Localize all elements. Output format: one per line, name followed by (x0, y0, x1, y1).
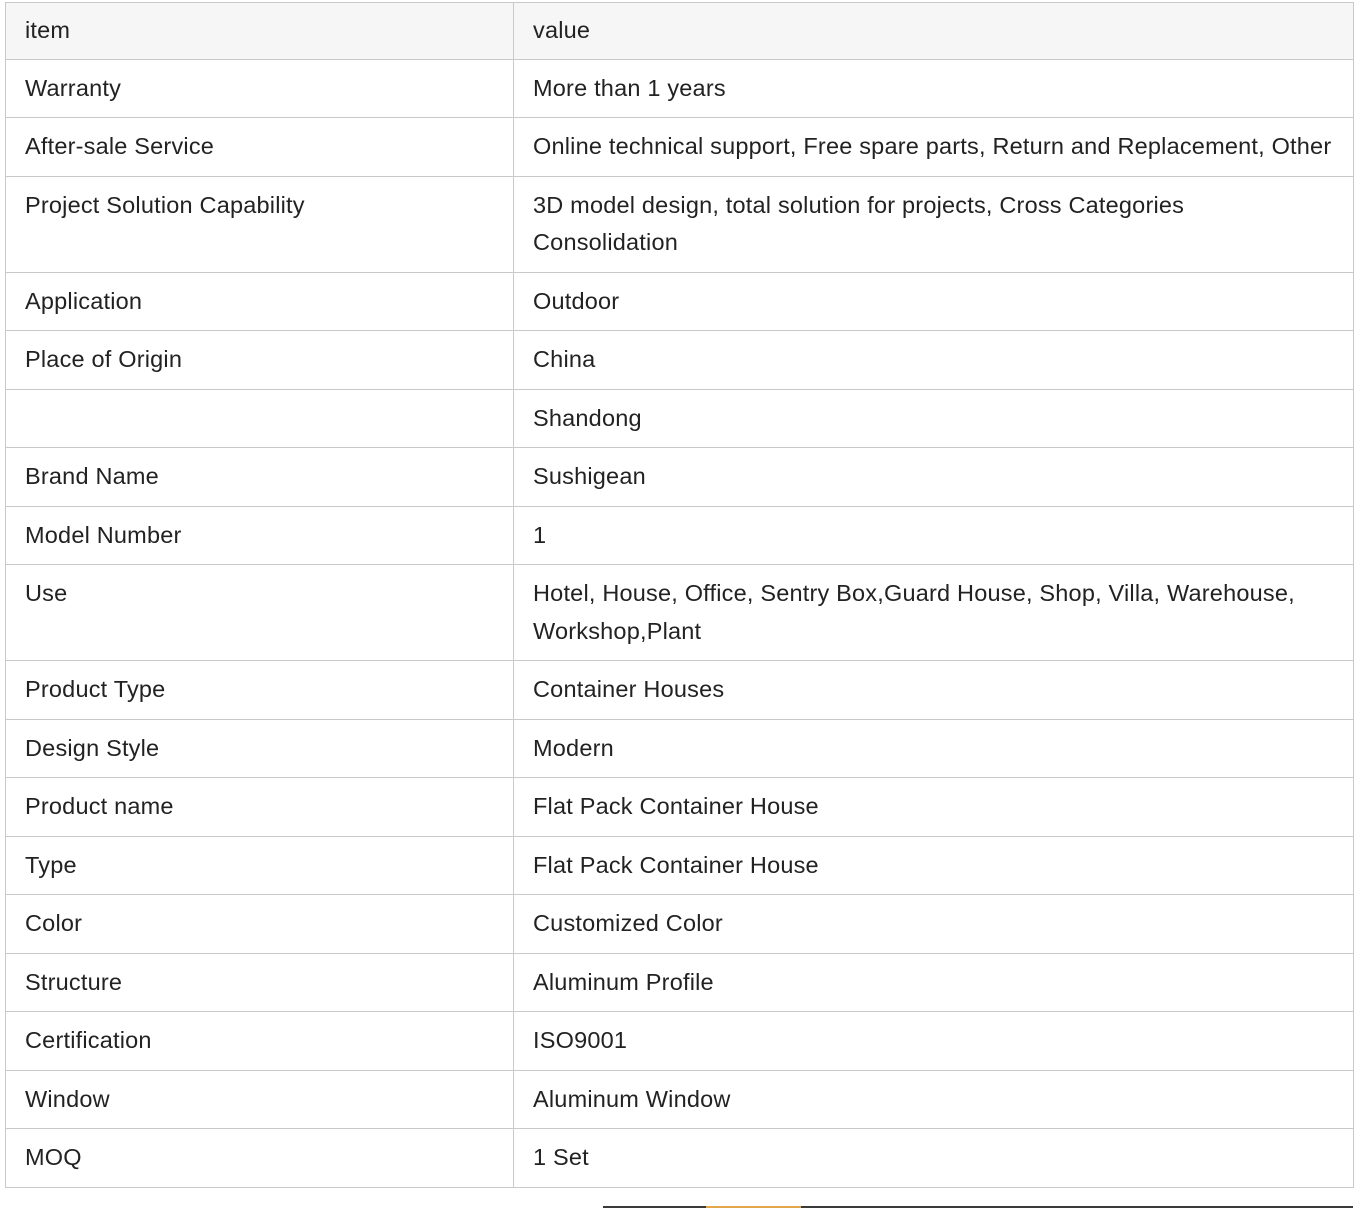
item-cell: Use (6, 565, 514, 661)
item-cell: Place of Origin (6, 331, 514, 390)
value-cell: China (514, 331, 1354, 390)
table-row (6, 1129, 1354, 1188)
table-row (6, 448, 1354, 507)
value-cell: Flat Pack Container House (514, 836, 1354, 895)
table-header-row (6, 3, 1354, 60)
value-cell: More than 1 years (514, 59, 1354, 118)
item-cell: Type (6, 836, 514, 895)
table-row (6, 59, 1354, 118)
table-row (6, 565, 1354, 661)
table-row (6, 953, 1354, 1012)
value-cell: 1 Set (514, 1129, 1354, 1188)
value-cell: Container Houses (514, 661, 1354, 720)
table-row (6, 272, 1354, 331)
value-cell: Flat Pack Container House (514, 778, 1354, 837)
header-value-cell: value (514, 3, 1354, 60)
item-cell: After-sale Service (6, 118, 514, 177)
item-cell: Product Type (6, 661, 514, 720)
value-cell: Modern (514, 719, 1354, 778)
item-cell: Design Style (6, 719, 514, 778)
item-cell: Application (6, 272, 514, 331)
value-cell: Hotel, House, Office, Sentry Box,Guard House, Shop, Villa, Warehouse, Workshop,Plant (514, 565, 1354, 661)
item-cell: Color (6, 895, 514, 954)
table-row (6, 389, 1354, 448)
value-cell: Aluminum Window (514, 1070, 1354, 1129)
table-row (6, 118, 1354, 177)
table-row (6, 719, 1354, 778)
item-cell: Project Solution Capability (6, 176, 514, 272)
table-row (6, 836, 1354, 895)
table-row (6, 895, 1354, 954)
bottom-rule-accent (706, 1206, 801, 1208)
value-cell: 3D model design, total solution for projects, Cross Categories Consolidation (514, 176, 1354, 272)
value-cell: ISO9001 (514, 1012, 1354, 1071)
spec-table-body (6, 3, 1354, 1188)
value-cell: Outdoor (514, 272, 1354, 331)
table-row (6, 661, 1354, 720)
item-cell: Certification (6, 1012, 514, 1071)
table-row (6, 176, 1354, 272)
item-cell: Model Number (6, 506, 514, 565)
table-row (6, 331, 1354, 390)
value-cell: Shandong (514, 389, 1354, 448)
table-row (6, 1070, 1354, 1129)
item-cell: Warranty (6, 59, 514, 118)
header-item-cell: item (6, 3, 514, 60)
table-row (6, 506, 1354, 565)
value-cell: Aluminum Profile (514, 953, 1354, 1012)
item-cell: Structure (6, 953, 514, 1012)
value-cell: Online technical support, Free spare parts, Return and Replacement, Other (514, 118, 1354, 177)
table-row (6, 778, 1354, 837)
table-row (6, 1012, 1354, 1071)
spec-table (5, 2, 1354, 1188)
value-cell: Sushigean (514, 448, 1354, 507)
item-cell: Brand Name (6, 448, 514, 507)
item-cell: Product name (6, 778, 514, 837)
value-cell: 1 (514, 506, 1354, 565)
item-cell: MOQ (6, 1129, 514, 1188)
item-cell (6, 389, 514, 448)
value-cell: Customized Color (514, 895, 1354, 954)
item-cell: Window (6, 1070, 514, 1129)
